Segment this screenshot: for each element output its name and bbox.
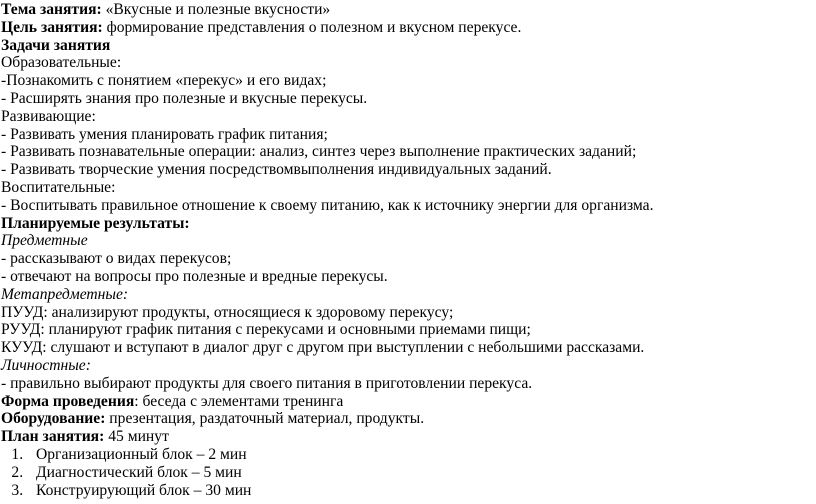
personal-result-item: - правильно выбирают продукты для своего питания в приготовлении перекуса. [1,374,533,392]
form-label: Форма проведения [1,392,135,410]
goal-line [1,19,816,37]
developmental-item: - Развивать познавательные операции: анализ, синтез через выполнение практических заданий; [1,143,637,161]
developmental-item: - Развивать творческие умения посредствомвыполнения индивидуальных заданий. [1,161,552,179]
meta-result-item: КУУД: слушают и вступают в диалог друг с другом при выступлении с небольшими рассказами. [1,339,645,357]
educational-item: - Расширять знания про полезные и вкусные перекусы. [1,89,368,107]
upbringing-title: Воспитательные: [1,178,116,196]
plan-line [1,428,816,446]
goal-value: формирование представления о полезном и вкусном перекусе. [102,18,522,36]
tasks-heading: Задачи занятия [1,36,111,54]
plan-value: 45 минут [104,428,169,446]
developmental-title: Развивающие: [1,107,96,125]
educational-title: Образовательные: [1,54,122,72]
topic-label: Тема занятия: [1,1,102,18]
results-heading: Планируемые результаты: [1,214,190,232]
meta-result-item: ПУУД: анализируют продукты, относящиеся к здоровому перекусу; [1,303,454,321]
educational-item: -Познакомить с понятием «перекус» и его видах; [1,72,327,90]
form-line [1,393,816,411]
meta-results-title: Метапредметные: [1,285,129,303]
plan-item: 1. Организационный блок – 2 мин [27,446,816,464]
personal-results-title: Личностные: [1,356,91,374]
plan-list [1,446,816,499]
equipment-label: Оборудование: [1,410,106,428]
upbringing-item: - Воспитывать правильное отношение к своему питанию, как к источнику энергии для организма. [1,196,654,214]
equipment-line [1,410,816,428]
subject-result-item: - отвечают на вопросы про полезные и вредные перекусы. [1,267,388,285]
goal-label: Цель занятия: [1,18,103,36]
subject-result-item: - рассказывают о видах перекусов; [1,250,232,268]
subject-results-title: Предметные [1,232,88,250]
plan-item: 2. Диагностический блок – 5 мин [27,464,816,482]
plan-label: План занятия: [1,428,105,446]
meta-result-item: РУУД: планируют график питания с перекусами и основными приемами пищи; [1,321,531,339]
developmental-item: - Развивать умения планировать график питания; [1,125,328,143]
form-value: : беседа с элементами тренинга [134,392,344,410]
topic-value: «Вкусные и полезные вкусности» [101,1,331,18]
plan-item: 3. Конструирующий блок – 30 мин [27,482,816,500]
equipment-value: презентация, раздаточный материал, продукты. [105,410,425,428]
topic-line [1,1,816,19]
